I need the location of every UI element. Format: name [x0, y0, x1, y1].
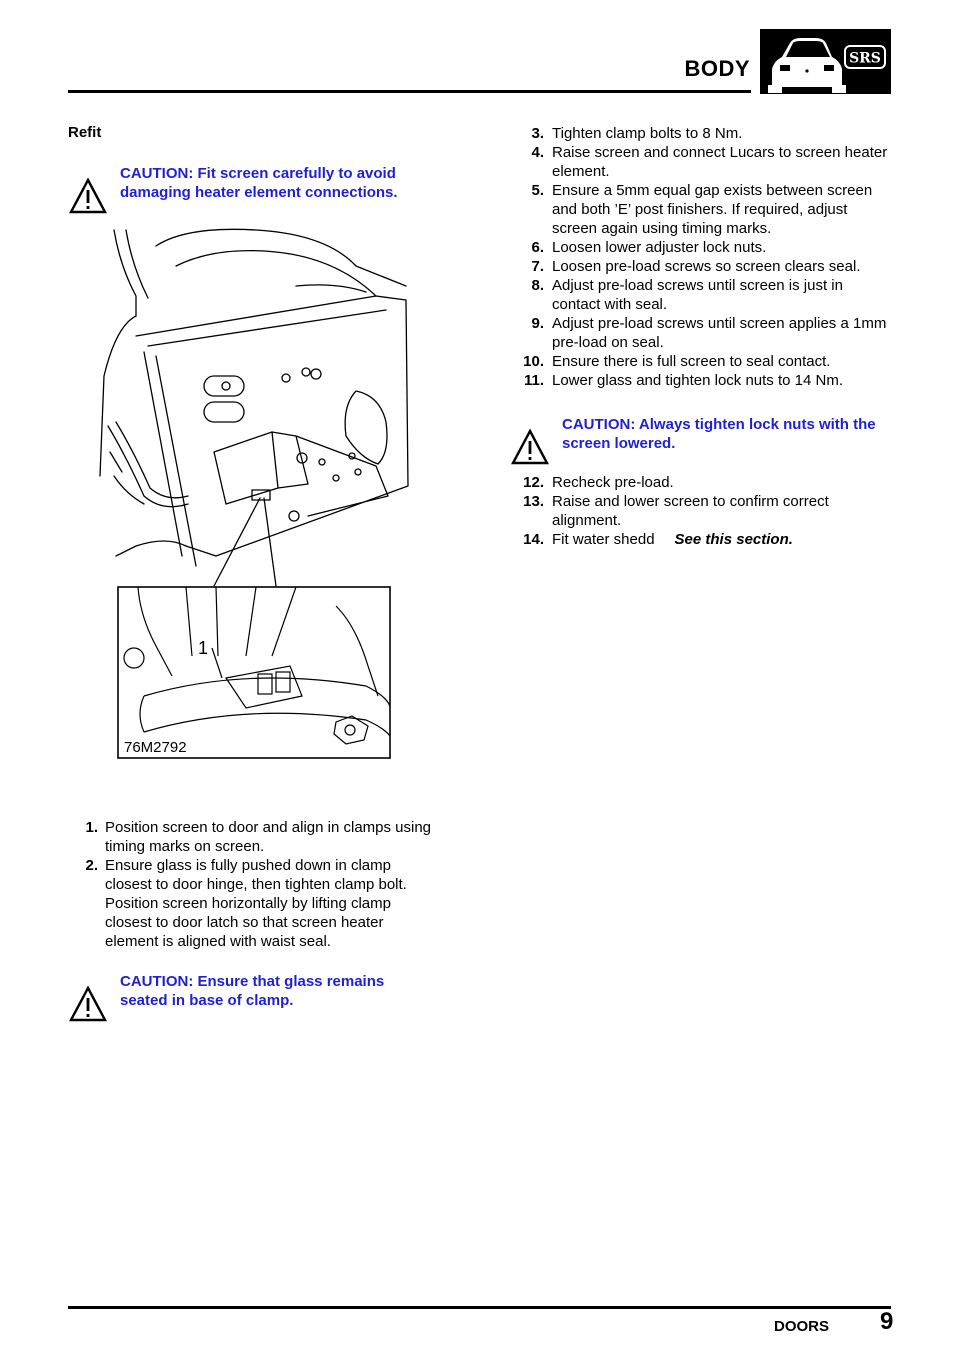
header-title: BODY — [684, 56, 750, 81]
step-number: 8. — [531, 277, 544, 294]
step-number: 13. — [523, 493, 544, 510]
list-item — [510, 352, 894, 371]
figure-reference: 76M2792 — [124, 739, 187, 756]
step-text — [552, 530, 894, 549]
srs-logo — [760, 29, 891, 94]
step-number: 2. — [85, 857, 98, 874]
step-number: 9. — [531, 315, 544, 332]
step-text: Adjust pre-load screws until screen applies a 1mm pre-load on seal. — [552, 315, 887, 351]
steps-list-right-b — [510, 473, 894, 549]
step-text: Raise and lower screen to confirm correct alignment. — [552, 493, 829, 529]
step-text: Loosen pre-load screws so screen clears seal. — [552, 258, 861, 275]
caution-text-3: CAUTION: Always tighten lock nuts with the screen lowered. — [562, 416, 876, 452]
list-item — [510, 276, 894, 314]
cross-reference-link[interactable]: See this section. — [674, 531, 793, 548]
warning-triangle-icon — [510, 427, 550, 467]
step-text: Adjust pre-load screws until screen is just in contact with seal. — [552, 277, 843, 313]
step-number: 14. — [523, 531, 544, 548]
list-item — [510, 473, 894, 492]
step-number: 7. — [531, 258, 544, 275]
step-text: Recheck pre-load. — [552, 474, 674, 491]
caution-notice-3 — [510, 415, 894, 467]
list-item — [510, 238, 894, 257]
door-illustration — [96, 226, 412, 760]
step-number: 6. — [531, 239, 544, 256]
list-item — [510, 530, 894, 549]
list-item — [510, 257, 894, 276]
srs-logo-text: SRS — [849, 50, 881, 67]
figure-callout-1: 1 — [198, 638, 209, 658]
step-number: 10. — [523, 353, 544, 370]
steps-list-right-a — [510, 124, 894, 390]
list-item — [510, 124, 894, 143]
caution-text-2: CAUTION: Ensure that glass remains seated in base of clamp. — [120, 973, 385, 1009]
steps-list-left — [68, 818, 440, 951]
step-text: Raise screen and connect Lucars to screen heater element. — [552, 144, 888, 180]
list-item — [68, 856, 440, 951]
caution-text-1: CAUTION: Fit screen carefully to avoid damaging heater element connections. — [120, 165, 398, 201]
step-text-main: Fit water shedd — [552, 531, 655, 548]
footer-rule — [68, 1306, 891, 1309]
step-text: Ensure there is full screen to seal contact. — [552, 353, 831, 370]
step-number: 5. — [531, 182, 544, 199]
warning-triangle-icon — [68, 984, 108, 1024]
step-number: 11. — [523, 372, 544, 389]
list-item — [510, 181, 894, 238]
step-text: Lower glass and tighten lock nuts to 14 Nm. — [552, 372, 843, 389]
step-number: 3. — [531, 125, 544, 142]
caution-notice-2 — [68, 972, 428, 1024]
step-text: Tighten clamp bolts to 8 Nm. — [552, 125, 743, 142]
step-text: Ensure glass is fully pushed down in clamp closest to door hinge, then tighten clamp bolt. Position screen horizontally by lifting clamp closest to door latch so that screen heater element is aligned with waist seal. — [105, 857, 407, 950]
list-item — [510, 143, 894, 181]
list-item — [68, 818, 440, 856]
step-text: Position screen to door and align in clamps using timing marks on screen. — [105, 819, 432, 855]
srs-car-icon — [760, 29, 891, 94]
list-item — [510, 314, 894, 352]
list-item — [510, 371, 894, 390]
step-text: Loosen lower adjuster lock nuts. — [552, 239, 767, 256]
step-number: 1. — [85, 819, 98, 836]
step-number: 4. — [531, 144, 544, 161]
footer-section-name: DOORS — [774, 1318, 830, 1335]
header-rule — [68, 90, 751, 93]
door-screen-clamp-diagram — [96, 226, 412, 760]
page-number: 9 — [880, 1308, 894, 1335]
refit-heading: Refit — [68, 124, 102, 141]
caution-notice-1 — [68, 164, 428, 216]
step-number: 12. — [523, 474, 544, 491]
warning-triangle-icon — [68, 176, 108, 216]
step-text: Ensure a 5mm equal gap exists between screen and both ’E’ post finishers. If required, adjust screen again using timing marks. — [552, 182, 873, 237]
list-item — [510, 492, 894, 530]
